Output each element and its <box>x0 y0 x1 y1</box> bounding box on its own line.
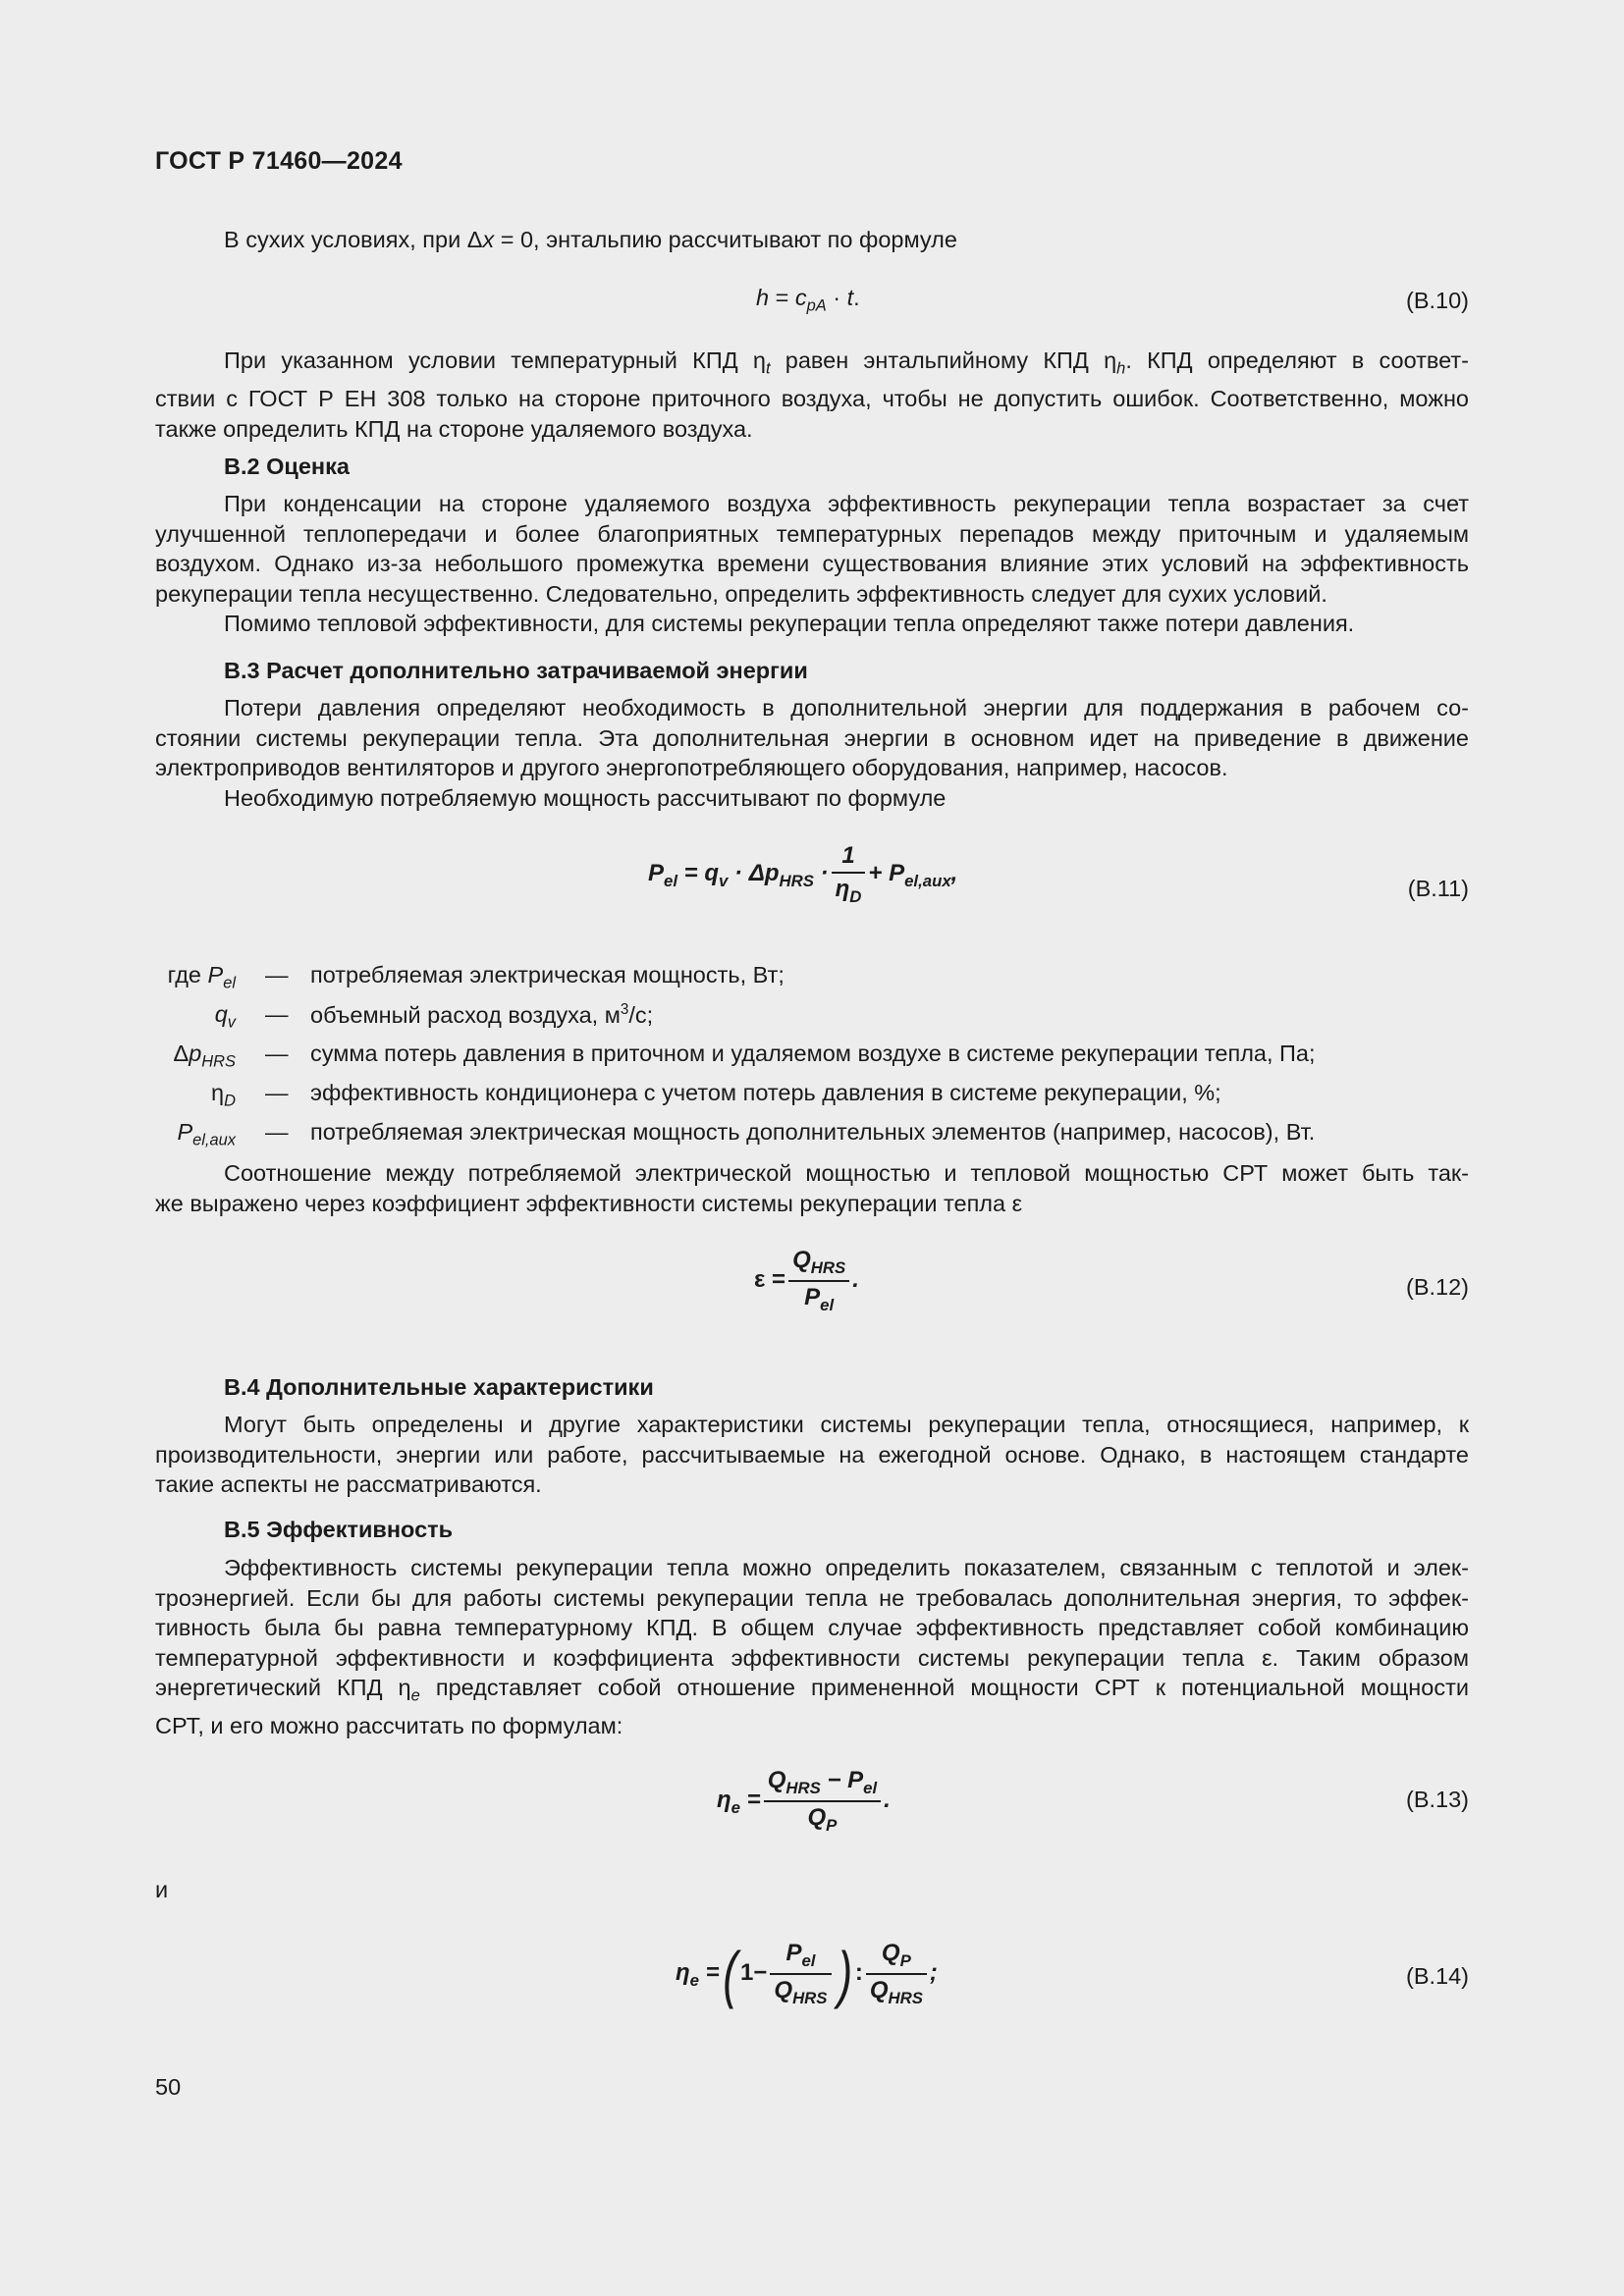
heading-b5: B.5 Эффективность <box>224 1517 454 1542</box>
heading-b3: B.3 Расчет дополнительно затрачиваемой энергии <box>224 658 808 683</box>
page-number: 50 <box>155 2074 182 2100</box>
where-desc: сумма потерь давления в приточном и удаляемом воздухе в системе рекуперации тепла, Па; <box>310 1041 1316 1066</box>
paragraph-kpd: При указанном условии температурный КПД $\eta_t$ равен энтальпийному КПД $\eta_h$. КПД определяют в соответ- ствии с ГОСТ Р ЕН 308 только на стороне приточного воздуха, чтобы не допустить ошибок. Соответственно, можно также определить КПД на стороне удаляемого воздуха. <box>155 347 1470 442</box>
eq-number-b12: (B.12) <box>1406 1274 1469 1300</box>
where-dash: — <box>265 962 289 988</box>
where-dash: — <box>265 1119 289 1145</box>
formula-b13: $\eta_e$ = $\frac{Q_{HRS} - P_{el}}{Q_P}$ . <box>717 1767 891 1835</box>
eq-number-b11: (B.11) <box>1407 876 1469 901</box>
paragraph-ratio: Соотношение между потребляемой электрической мощностью и тепловой мощностью СРТ может быть так- же выражено через коэффициент эффективности системы рекуперации тепла ε <box>155 1160 1469 1216</box>
formula-b10: $h = c_{pA} \cdot t$. <box>756 285 860 315</box>
and-word: и <box>155 1877 169 1902</box>
where-desc: потребляемая электрическая мощность, Вт; <box>310 962 785 988</box>
where-symbol: где $P_{el}$ <box>167 962 236 992</box>
paragraph-b4: Могут быть определены и другие характеристики системы рекуперации тепла, относящиеся, например, к производительности, энергии или работе, рассчитываемые на ежегодной основе. Однако, в настоящем стандарте такие аспекты не рассматриваются. <box>155 1412 1469 1497</box>
heading-b2: B.2 Оценка <box>224 454 350 479</box>
eq-number-b10: (B.10) <box>1406 288 1469 313</box>
where-dash: — <box>265 1080 289 1105</box>
where-desc: объемный расход воздуха, $м^3/с$; <box>310 1001 654 1028</box>
where-desc: потребляемая электрическая мощность дополнительных элементов (например, насосов), Вт. <box>310 1119 1316 1145</box>
heading-b4: B.4 Дополнительные характеристики <box>224 1374 654 1400</box>
paragraph-b3: Потери давления определяют необходимость в дополнительной энергии для поддержания в рабочем со- стоянии системы рекуперации тепла. Эта дополнительная энергии в основном идет на приведение в движение электроприводов вентиляторов и другого энергопотребляющего оборудования, например, насосов. Необходимую потребляемую мощность рассчитывают по формуле <box>155 695 1469 811</box>
where-symbol: $\Delta p_{HRS}$ <box>173 1041 236 1071</box>
where-dash: — <box>265 1041 289 1066</box>
paragraph-b5: Эффективность системы рекуперации тепла можно определить показателем, связанным с теплотой и элек- троэнергией. Если бы для работы системы рекуперации тепла не требовалась дополнительная энергия, то эффек- тивность была бы равна температурному КПД. В общем случае эффективность представляет собой комбинацию температурной эффективности и коэффициента эффективности системы рекуперации тепла ε. Таким образом энергетический КПД $\eta_e$ представляет собой отношение примененной мощности СРТ к потенциальной мощности СРТ, и его можно рассчитать по формулам: <box>155 1555 1469 1739</box>
formula-b12: ε = $\frac{Q_{HRS}}{P_{el}}$ . <box>754 1247 859 1314</box>
where-symbol: $\eta_D$ <box>211 1080 236 1110</box>
where-desc: эффективность кондиционера с учетом потерь давления в системе рекуперации, %; <box>310 1080 1221 1105</box>
formula-b11: $P_{el} = q_v \cdot \Delta p_{HRS}$ · $\frac{1}{\eta_D}$ + $P_{el,aux}$, <box>648 842 958 906</box>
where-symbol: $q_v$ <box>214 1001 236 1032</box>
where-symbol: $P_{el,aux}$ <box>177 1119 236 1149</box>
eq-number-b13: (B.13) <box>1406 1787 1469 1812</box>
eq-number-b14: (B.14) <box>1406 1963 1469 1989</box>
document-header: ГОСТ Р 71460—2024 <box>155 147 403 175</box>
formula-b14: $\eta_e$ =( 1− $\frac{P_{el}}{Q_{HRS}}$ ) : $\frac{Q_P}{Q_{HRS}}$ ; <box>676 1938 938 2009</box>
paragraph-b2: При конденсации на стороне удаляемого воздуха эффективность рекуперации тепла возрастает за счет улучшенной теплопередачи и более благоприятных температурных перепадов между приточным и удаляемым воздухом. Однако из-за небольшого промежутка времени существования влияние этих условий на эффективность рекуперации тепла несущественно. Следовательно, определить эффективность следует для сухих условий. Помимо тепловой эффективности, для системы рекуперации тепла определяют также потери давления. <box>155 491 1469 636</box>
intro-text: В сухих условиях, при Δx = 0, энтальпию рассчитывают по формуле <box>224 227 957 252</box>
where-dash: — <box>265 1001 289 1027</box>
